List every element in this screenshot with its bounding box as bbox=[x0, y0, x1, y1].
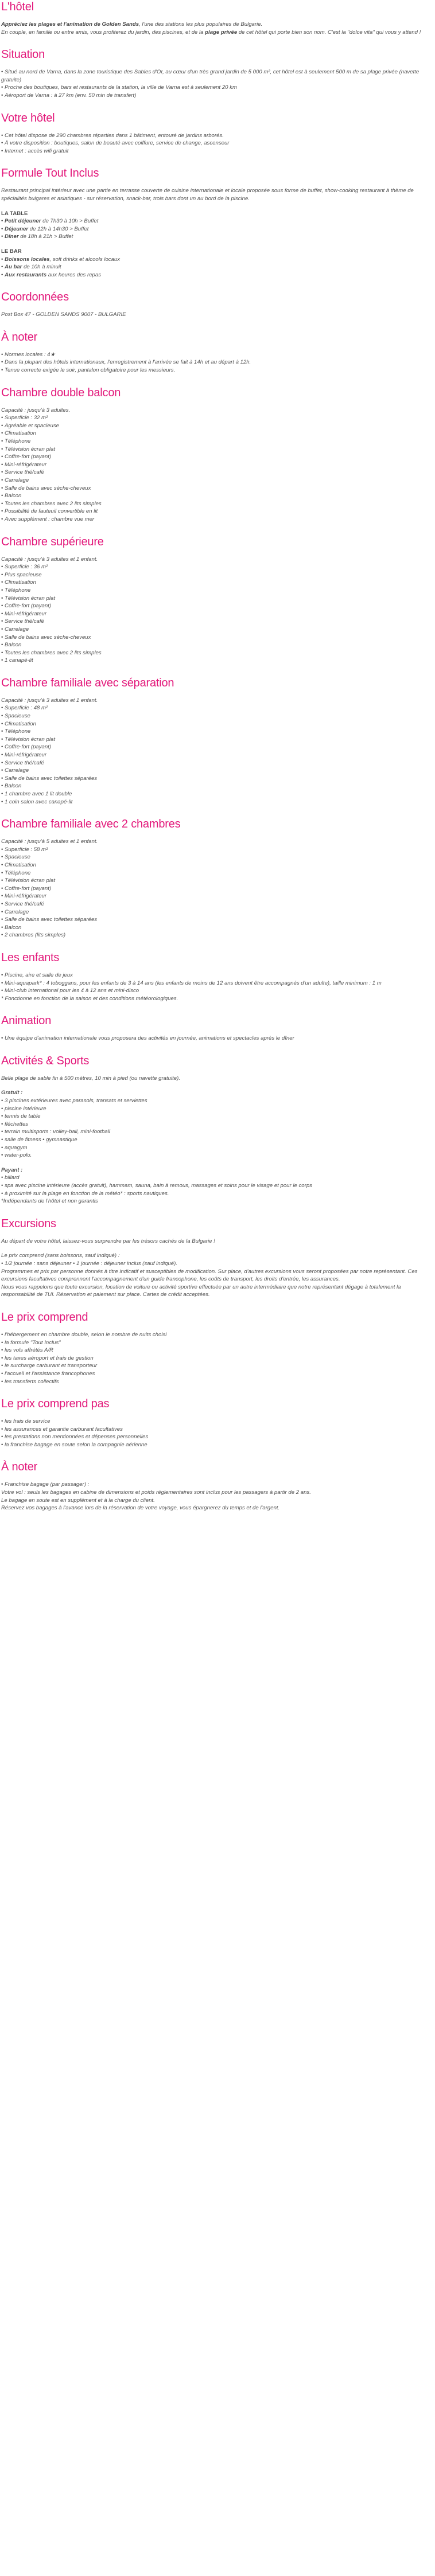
list-item: • piscine intérieure bbox=[1, 1105, 430, 1113]
list-item: • Avec supplément : chambre vue mer bbox=[1, 516, 430, 524]
section-a-noter-2 bbox=[1, 1460, 430, 1512]
list-item: • Carrelage bbox=[1, 767, 430, 775]
list-item: • Plus spacieuse bbox=[1, 571, 430, 579]
list-item: • Mini-aquapark* : 4 toboggans, pour les enfants de 3 à 14 ans (les enfants de moins de 12 ans doivent être accompagnés d'un adulte), taille minimum : 1 m bbox=[1, 979, 430, 988]
list-item: • Carrelage bbox=[1, 908, 430, 916]
list-item: • Aéroport de Varna : à 27 km (env. 50 min de transfert) bbox=[1, 92, 430, 100]
list-item: • aquagym bbox=[1, 1144, 430, 1152]
section-votre-hotel bbox=[1, 111, 430, 155]
list-item: • l'accueil et l'assistance francophones bbox=[1, 1370, 430, 1378]
footnote: *Indépendants de l'hôtel et non garantis bbox=[1, 1198, 98, 1205]
enfants-list bbox=[1, 971, 430, 995]
list-item: • Internet : accès wifi gratuit bbox=[1, 147, 430, 155]
list-item: • Dans la plupart des hôtels internationaux, l'enregistrement à l'arrivée se fait à 14h et au départ à 12h. bbox=[1, 358, 430, 366]
list-item: • Toutes les chambres avec 2 lits simples bbox=[1, 500, 430, 508]
list-item: • Superficie : 32 m² bbox=[1, 414, 430, 422]
list-item: • Télévision écran plat bbox=[1, 595, 430, 603]
capacity: Capacité : jusqu'à 3 adultes. bbox=[1, 407, 71, 413]
section-chambre-familiale-separation bbox=[1, 676, 430, 806]
section-heading: Les enfants bbox=[1, 951, 60, 964]
list-item: • Mini-club international pour les 4 à 12 ans et mini-disco bbox=[1, 987, 430, 995]
list-item: • 3 piscines extérieures avec parasols, transats et serviettes bbox=[1, 1097, 430, 1105]
address: Post Box 47 - GOLDEN SANDS 9007 - BULGARIE bbox=[1, 311, 126, 318]
list-item: • Boissons locales, soft drinks et alcools locaux bbox=[1, 256, 430, 264]
prix-comprend-pas-list bbox=[1, 1418, 430, 1449]
excursions-text: • 1/2 journée : sans déjeuner • 1 journée : déjeuner inclus (sauf indiqué). bbox=[1, 1260, 177, 1267]
excursions-text: Nous vous rappelons que toute excursion, location de voiture ou activité sportive effectuée par un autre intermédiaire que notre représentant dégage à totalement la responsabilité de TUI. Réservation et paiement sur place. Cartes de crédit acceptées. bbox=[1, 1283, 401, 1298]
excursions-text: Programmes et prix par personne donnés à titre indicatif et susceptibles de modification. Sur place, d'autres excursions vous seront proposées par notre représentant. Ces excursions facultatives comprennent l'accompagnement d'un guide francophone, les coûts de transport, les droits d'entrée, les assurances. bbox=[1, 1268, 418, 1283]
list-item: • Coffre-fort (payant) bbox=[1, 602, 430, 610]
table-title: LA TABLE bbox=[1, 210, 28, 217]
list-item: • Franchise bagage (par passager) : bbox=[1, 1481, 430, 1489]
a-noter-list bbox=[1, 351, 430, 374]
list-item: • Spacieuse bbox=[1, 712, 430, 720]
bar-list bbox=[1, 256, 430, 279]
section-chambre-superieure bbox=[1, 535, 430, 665]
list-item: • Climatisation bbox=[1, 861, 430, 869]
list-item: • 1 chambre avec 1 lit double bbox=[1, 790, 430, 798]
section-heading: Chambre familiale avec séparation bbox=[1, 676, 174, 689]
list-item: • Possibilité de fauteuil convertible en lit bbox=[1, 508, 430, 516]
list-item: • Coffre-fort (payant) bbox=[1, 743, 430, 751]
list-item: • Agréable et spacieuse bbox=[1, 422, 430, 430]
list-item: • Téléphone bbox=[1, 438, 430, 446]
list-item: • Salle de bains avec toilettes séparées bbox=[1, 916, 430, 924]
hotel-intro-2: En couple, en famille ou entre amis, vous profiterez du jardin, des piscines, et de la plage privée de cet hôtel qui porte bien son nom. C'est la "dolce vita" qui vous y attend ! bbox=[1, 29, 421, 36]
section-heading: Formule Tout Inclus bbox=[1, 167, 99, 180]
list-item: • Télévision écran plat bbox=[1, 736, 430, 744]
list-item: • Service thé/café bbox=[1, 900, 430, 908]
list-item: • Déjeuner de 12h à 14h30 > Buffet bbox=[1, 225, 430, 233]
list-item: • Mini-réfrigérateur bbox=[1, 751, 430, 759]
list-item: • Spacieuse bbox=[1, 853, 430, 861]
list-item: • Balcon bbox=[1, 924, 430, 932]
section-excursions bbox=[1, 1217, 430, 1299]
room-features bbox=[1, 414, 430, 523]
situation-list bbox=[1, 68, 430, 99]
bagage-text: Réservez vos bagages à l'avance lors de la réservation de votre voyage, vous épargnerez du temps et de l'argent. bbox=[1, 1505, 280, 1512]
list-item: • à proximité sur la plage en fonction de la météo* : sports nautiques. bbox=[1, 1190, 430, 1198]
list-item: • Balcon bbox=[1, 782, 430, 790]
list-item: • les frais de service bbox=[1, 1418, 430, 1426]
room-features bbox=[1, 846, 430, 939]
list-item: • Téléphone bbox=[1, 869, 430, 877]
excursions-intro: Au départ de votre hôtel, laissez-vous surprendre par les trésors cachés de la Bulgarie ! bbox=[1, 1238, 215, 1244]
bagage-text: Le bagage en soute est en supplément et à la charge du client. bbox=[1, 1497, 155, 1504]
list-item: • les prestations non mentionnées et dépenses personnelles bbox=[1, 1433, 430, 1441]
list-item: • la franchise bagage en soute selon la compagnie aérienne bbox=[1, 1441, 430, 1449]
list-item: • les taxes aéroport et frais de gestion bbox=[1, 1355, 430, 1363]
section-prix-comprend bbox=[1, 1310, 430, 1385]
section-a-noter bbox=[1, 330, 430, 374]
list-item: • Petit déjeuner de 7h30 à 10h > Buffet bbox=[1, 217, 430, 225]
section-coordonnees bbox=[1, 290, 430, 319]
activites-intro: Belle plage de sable fin à 500 mètres, 10 min à pied (ou navette gratuite). bbox=[1, 1075, 180, 1082]
list-item: • Climatisation bbox=[1, 720, 430, 728]
list-item: • fléchettes bbox=[1, 1121, 430, 1129]
list-item: • billard bbox=[1, 1174, 430, 1182]
section-heading: Coordonnées bbox=[1, 291, 69, 304]
list-item: • 1 canapé-lit bbox=[1, 657, 430, 665]
list-item: • le surcharge carburant et transporteur bbox=[1, 1362, 430, 1370]
list-item: • les transferts collectifs bbox=[1, 1378, 430, 1386]
room-features bbox=[1, 704, 430, 806]
list-item: • Aux restaurants aux heures des repas bbox=[1, 271, 430, 279]
list-item: • Télévision écran plat bbox=[1, 877, 430, 885]
section-enfants bbox=[1, 951, 430, 1002]
section-formule bbox=[1, 166, 430, 279]
list-item: • Une équipe d'animation internationale vous proposera des activités en journée, animations et spectacles après le dîner bbox=[1, 1035, 430, 1043]
list-item: • Téléphone bbox=[1, 728, 430, 736]
section-hotel bbox=[1, 0, 430, 36]
list-item: • Carrelage bbox=[1, 477, 430, 485]
list-item: • Dîner de 18h à 21h > Buffet bbox=[1, 233, 430, 241]
list-item: • Balcon bbox=[1, 492, 430, 500]
list-item: • Cet hôtel dispose de 290 chambres réparties dans 1 bâtiment, entouré de jardins arborés. bbox=[1, 132, 430, 140]
list-item: • Mini-réfrigérateur bbox=[1, 892, 430, 900]
section-heading: À noter bbox=[1, 330, 38, 344]
list-item: • tennis de table bbox=[1, 1113, 430, 1121]
payant-title: Payant : bbox=[1, 1166, 23, 1173]
list-item: • Télévision écran plat bbox=[1, 446, 430, 454]
section-heading: Votre hôtel bbox=[1, 111, 55, 124]
votre-hotel-list bbox=[1, 132, 430, 155]
list-item: • Climatisation bbox=[1, 430, 430, 438]
section-heading: Chambre double balcon bbox=[1, 386, 121, 399]
prix-comprend-list bbox=[1, 1331, 430, 1385]
formule-intro: Restaurant principal intérieur avec une partie en terrasse couverte de cuisine internationale et locale proposée sous forme de buffet, show-cooking restaurant à thème de spécialités bulgares et asiatiques - sur réservation, snack-bar, trois bars dont un au bord de la piscine. bbox=[1, 188, 414, 202]
list-item: • Superficie : 58 m² bbox=[1, 846, 430, 854]
payant-list bbox=[1, 1174, 430, 1197]
list-item: • À votre disposition : boutiques, salon de beauté avec coiffure, service de change, ascenseur bbox=[1, 139, 430, 147]
list-item: • Situé au nord de Varna, dans la zone touristique des Sables d'Or, au cœur d'un très grand jardin de 5 000 m², cet hôtel est à seulement 500 m de sa plage privée (navette gratuite) bbox=[1, 68, 430, 84]
section-heading: Le prix comprend bbox=[1, 1310, 88, 1324]
capacity: Capacité : jusqu'à 3 adultes et 1 enfant. bbox=[1, 697, 98, 704]
list-item: • Tenue correcte exigée le soir, pantalon obligatoire pour les messieurs. bbox=[1, 366, 430, 374]
list-item: • Proche des boutiques, bars et restaurants de la station, la ville de Varna est à seulement 20 km bbox=[1, 84, 430, 92]
section-heading: Animation bbox=[1, 1014, 52, 1028]
list-item: • Salle de bains avec sèche-cheveux bbox=[1, 634, 430, 642]
bagage-text: Votre vol : seuls les bagages en cabine de dimensions et poids réglementaires sont inclus pour les passagers à partir de 2 ans. bbox=[1, 1489, 311, 1496]
list-item: • Service thé/café bbox=[1, 618, 430, 626]
table-list bbox=[1, 217, 430, 241]
list-item: • les assurances et garantie carburant facultatives bbox=[1, 1426, 430, 1434]
section-heading: Excursions bbox=[1, 1217, 56, 1230]
list-item: • Climatisation bbox=[1, 579, 430, 587]
section-situation bbox=[1, 48, 430, 99]
section-activites bbox=[1, 1054, 430, 1205]
capacity: Capacité : jusqu'à 3 adultes et 1 enfant. bbox=[1, 556, 98, 563]
gratuit-title: Gratuit : bbox=[1, 1090, 23, 1096]
list-item: • Mini-réfrigérateur bbox=[1, 610, 430, 618]
section-heading: Activités & Sports bbox=[1, 1054, 90, 1067]
list-item: • Carrelage bbox=[1, 626, 430, 634]
list-item: • Superficie : 36 m² bbox=[1, 563, 430, 571]
section-heading: L'hôtel bbox=[1, 1, 34, 13]
list-item: • Piscine, aire et salle de jeux bbox=[1, 971, 430, 979]
list-item: • Coffre-fort (payant) bbox=[1, 885, 430, 893]
section-heading: Situation bbox=[1, 48, 45, 61]
list-item: • Salle de bains avec sèche-cheveux bbox=[1, 485, 430, 493]
section-heading: À noter bbox=[1, 1461, 38, 1474]
animation-list bbox=[1, 1035, 430, 1043]
list-item: • Au bar de 10h à minuit bbox=[1, 263, 430, 271]
a-noter-2-list bbox=[1, 1481, 430, 1489]
list-item: • les vols affrétés A/R bbox=[1, 1346, 430, 1355]
list-item: • l'hébergement en chambre double, selon le nombre de nuits choisi bbox=[1, 1331, 430, 1339]
list-item: • salle de fitness • gymnastique bbox=[1, 1136, 430, 1144]
section-heading: Le prix comprend pas bbox=[1, 1398, 110, 1411]
list-item: • 2 chambres (lits simples) bbox=[1, 931, 430, 939]
list-item: • Service thé/café bbox=[1, 759, 430, 767]
list-item: • Téléphone bbox=[1, 587, 430, 595]
list-item: • la formule "Tout Inclus" bbox=[1, 1339, 430, 1347]
section-animation bbox=[1, 1014, 430, 1043]
section-heading: Chambre supérieure bbox=[1, 535, 104, 548]
list-item: • Balcon bbox=[1, 641, 430, 649]
list-item: • Superficie : 48 m² bbox=[1, 704, 430, 712]
gratuit-list bbox=[1, 1097, 430, 1160]
footnote: * Fonctionne en fonction de la saison et des conditions météorologiques. bbox=[1, 995, 178, 1002]
list-item: • Service thé/café bbox=[1, 469, 430, 477]
section-chambre-familiale-2 bbox=[1, 817, 430, 939]
list-item: • 1 coin salon avec canapé-lit bbox=[1, 798, 430, 806]
list-item: • Normes locales : 4★ bbox=[1, 351, 430, 359]
list-item: • Mini-réfrigérateur bbox=[1, 461, 430, 469]
list-item: • terrain multisports : volley-ball, mini-football bbox=[1, 1128, 430, 1136]
section-prix-comprend-pas bbox=[1, 1397, 430, 1449]
section-heading: Chambre familiale avec 2 chambres bbox=[1, 818, 181, 831]
bar-title: LE BAR bbox=[1, 248, 22, 255]
list-item: • water-polo. bbox=[1, 1152, 430, 1160]
excursions-text: Le prix comprend (sans boissons, sauf indiqué) : bbox=[1, 1252, 120, 1259]
list-item: • Salle de bains avec toilettes séparées bbox=[1, 775, 430, 783]
list-item: • Toutes les chambres avec 2 lits simples bbox=[1, 649, 430, 657]
list-item: • spa avec piscine intérieure (accès gratuit), hammam, sauna, bain à remous, massages et soins pour le visage et pour le corps bbox=[1, 1182, 430, 1190]
hotel-intro: Appréciez les plages et l'animation de Golden Sands, l'une des stations les plus populaires de Bulgarie. bbox=[1, 21, 263, 28]
list-item: • Coffre-fort (payant) bbox=[1, 453, 430, 461]
room-features bbox=[1, 563, 430, 665]
section-chambre-double bbox=[1, 386, 430, 524]
capacity: Capacité : jusqu'à 5 adultes et 1 enfant. bbox=[1, 838, 98, 845]
